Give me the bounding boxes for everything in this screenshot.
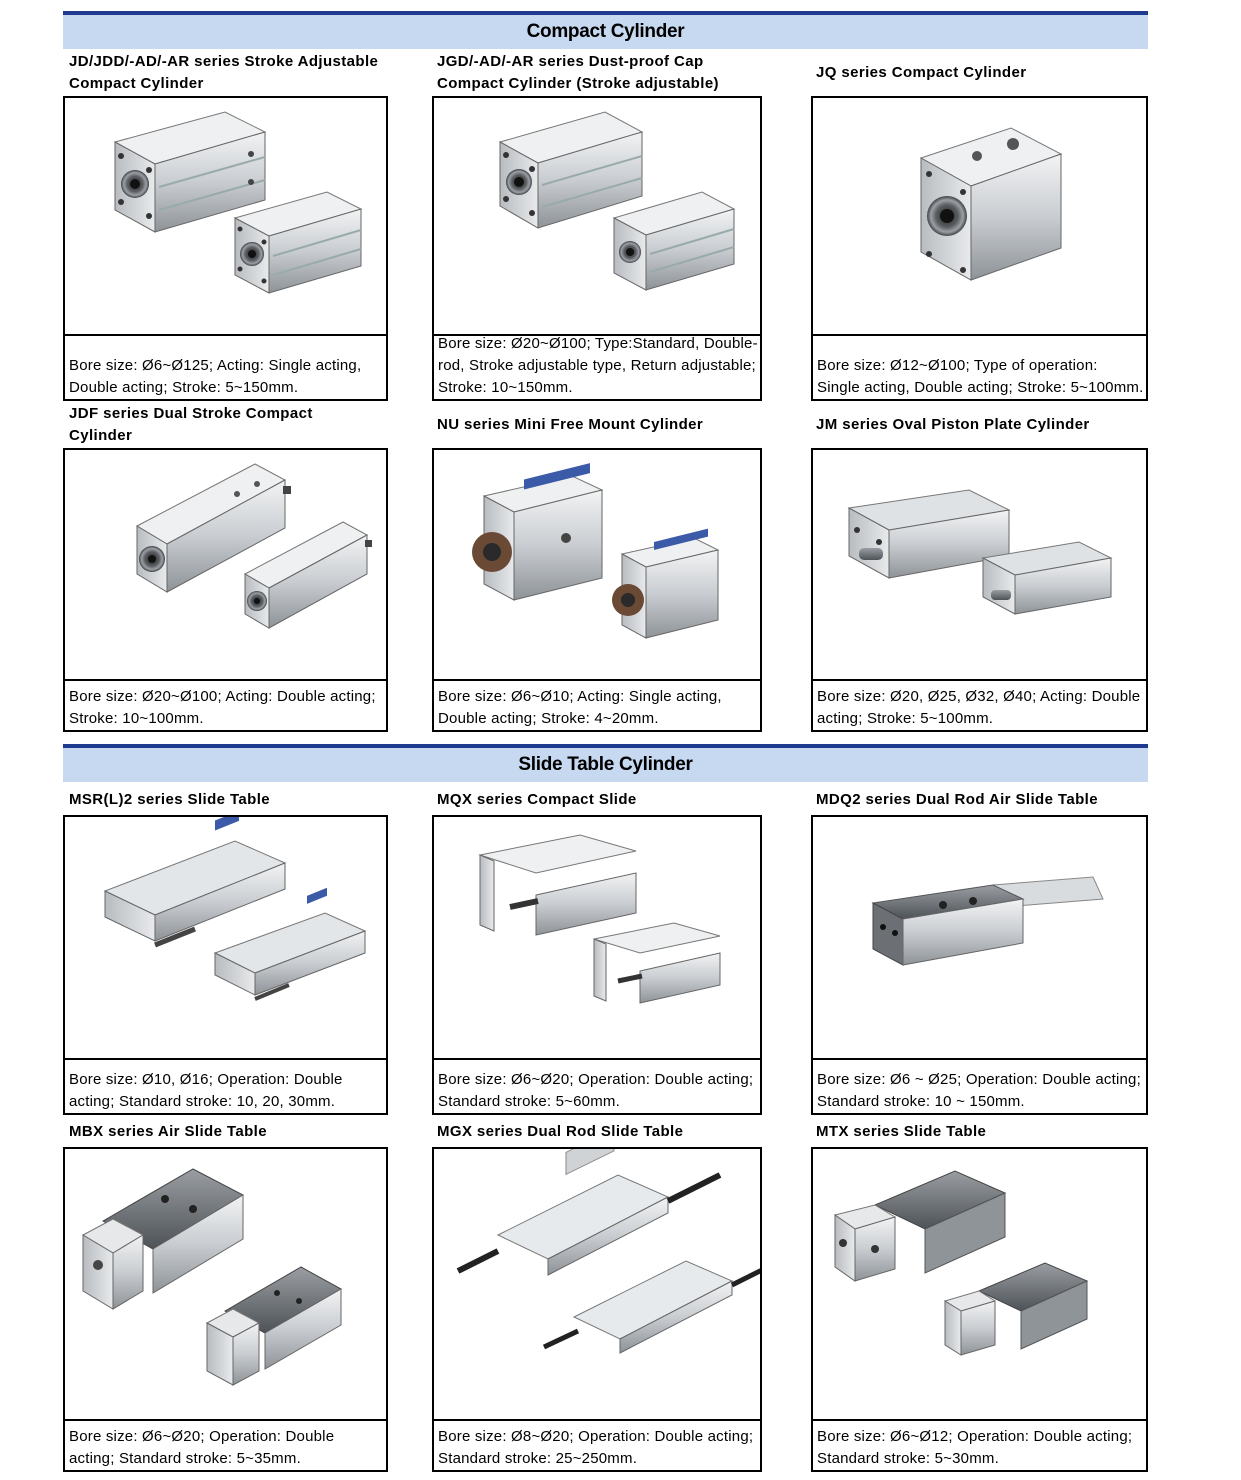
product-title: JDF series Dual Stroke Compact Cylinder <box>69 405 313 444</box>
section-header-compact-cylinder <box>63 11 1148 49</box>
product-description: Bore size: Ø6~Ø125; Acting: Single acting, Double acting; Stroke: 5~150mm. <box>69 357 362 396</box>
product-title: MTX series Slide Table <box>816 1123 987 1140</box>
dual-stroke-cylinders-photo <box>65 450 386 681</box>
product-card[interactable] <box>63 448 388 732</box>
product-title: JQ series Compact Cylinder <box>816 64 1027 81</box>
compact-slides-photo <box>434 817 760 1060</box>
product-description: Bore size: Ø20~Ø100; Acting: Double acting; Stroke: 10~100mm. <box>69 688 376 727</box>
product-title: NU series Mini Free Mount Cylinder <box>437 416 704 433</box>
product-description: Bore size: Ø10, Ø16; Operation: Double acting; Standard stroke: 10, 20, 30mm. <box>69 1071 343 1110</box>
product-title: JM series Oval Piston Plate Cylinder <box>816 416 1090 433</box>
product-description: Bore size: Ø6~Ø20; Operation: Double acting; Standard stroke: 5~60mm. <box>438 1071 754 1110</box>
slide-tables-photo <box>65 817 386 1060</box>
product-card[interactable] <box>63 96 388 401</box>
product-card[interactable] <box>811 815 1148 1115</box>
product-card[interactable] <box>432 448 762 732</box>
section-title: Compact Cylinder <box>526 21 685 42</box>
twin-compact-cylinders-photo <box>65 98 386 336</box>
product-card[interactable] <box>811 448 1148 732</box>
plate-cylinders-photo <box>813 450 1146 681</box>
product-description: Bore size: Ø6~Ø12; Operation: Double acting; Standard stroke: 5~30mm. <box>817 1428 1133 1467</box>
single-compact-cylinder-photo <box>813 98 1146 336</box>
section-header-slide-table-cylinder <box>63 744 1148 782</box>
air-slide-tables-photo <box>65 1149 386 1421</box>
mini-cylinders-photo <box>434 450 760 681</box>
product-card[interactable] <box>432 815 762 1115</box>
product-description: Bore size: Ø20~Ø100; Type:Standard, Double-rod, Stroke adjustable type, Return adjustable; Stroke: 10~150mm. <box>438 335 758 396</box>
product-title: MSR(L)2 series Slide Table <box>69 791 271 808</box>
product-card[interactable] <box>63 1147 388 1472</box>
product-title: MQX series Compact Slide <box>437 791 637 808</box>
product-title: MBX series Air Slide Table <box>69 1123 267 1140</box>
product-description: Bore size: Ø12~Ø100; Type of operation: Single acting, Double acting; Stroke: 5~100mm. <box>817 357 1144 396</box>
twin-compact-cylinders-photo <box>434 98 760 336</box>
product-card[interactable] <box>432 96 762 401</box>
long-slide-tables-photo <box>434 1149 760 1421</box>
product-description: Bore size: Ø6~Ø10; Acting: Single acting, Double acting; Stroke: 4~20mm. <box>438 688 722 727</box>
product-card[interactable] <box>811 1147 1148 1472</box>
product-title: MGX series Dual Rod Slide Table <box>437 1123 684 1140</box>
product-title: MDQ2 series Dual Rod Air Slide Table <box>816 791 1098 808</box>
product-card[interactable] <box>811 96 1148 401</box>
section-title: Slide Table Cylinder <box>518 754 693 775</box>
product-card[interactable] <box>432 1147 762 1472</box>
product-title: JGD/-AD/-AR series Dust-proof Cap Compact Cylinder (Stroke adjustable) <box>437 53 719 92</box>
dual-rod-slide-photo <box>813 817 1146 1060</box>
product-title: JD/JDD/-AD/-AR series Stroke Adjustable Compact Cylinder <box>69 53 379 92</box>
product-description: Bore size: Ø20, Ø25, Ø32, Ø40; Acting: Double acting; Stroke: 5~100mm. <box>817 688 1141 727</box>
mtx-slide-tables-photo <box>813 1149 1146 1421</box>
product-description: Bore size: Ø6 ~ Ø25; Operation: Double acting; Standard stroke: 10 ~ 150mm. <box>817 1071 1141 1110</box>
product-description: Bore size: Ø6~Ø20; Operation: Double acting; Standard stroke: 5~35mm. <box>69 1428 335 1467</box>
product-description: Bore size: Ø8~Ø20; Operation: Double acting; Standard stroke: 25~250mm. <box>438 1428 754 1467</box>
product-card[interactable] <box>63 815 388 1115</box>
